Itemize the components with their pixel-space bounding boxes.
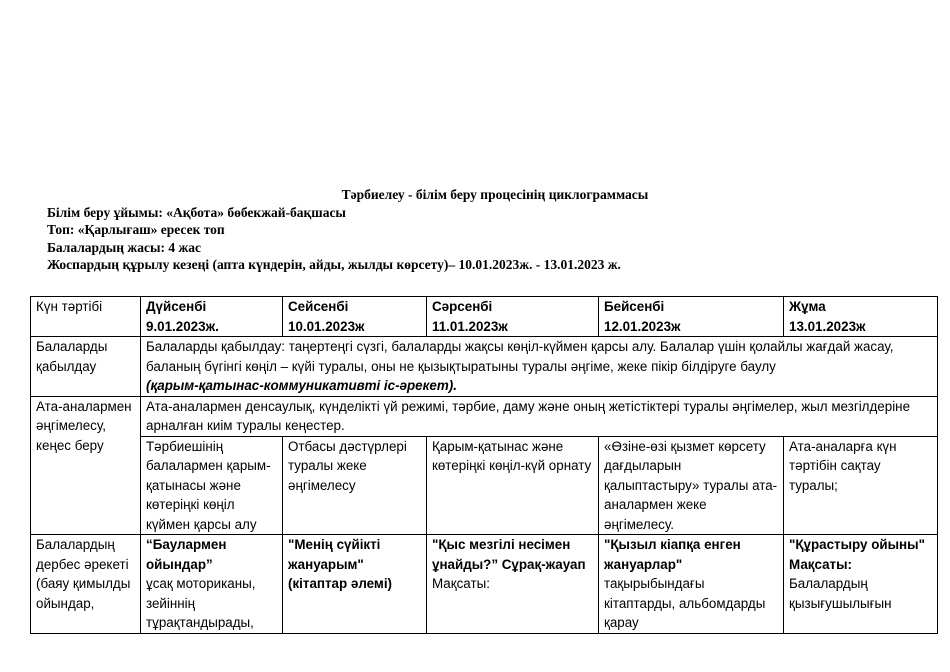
reception-emphasis: (қарым-қатынас-коммуникативті іс-әрекет). bbox=[146, 378, 457, 393]
activity-title: "Менің сүйікті жануарым" (кітаптар әлемі) bbox=[288, 537, 393, 591]
day-header-wednesday bbox=[427, 297, 599, 337]
activity-title: "Құрастыру ойыны" Мақсаты: bbox=[789, 537, 925, 572]
activity-cell-friday bbox=[784, 535, 938, 634]
day-date: 10.01.2023ж bbox=[288, 318, 365, 334]
table-row-reception bbox=[31, 337, 938, 397]
parents-cell-monday bbox=[141, 436, 283, 535]
header-label: Күн тәртібі bbox=[36, 299, 103, 314]
day-header-thursday bbox=[599, 297, 784, 337]
activity-text: тақырыбындағы кітаптарды, альбомдарды қарау bbox=[604, 576, 766, 630]
parents-common-cell bbox=[141, 396, 938, 436]
activity-cell-thursday bbox=[599, 535, 784, 634]
day-header-monday bbox=[141, 297, 283, 337]
activity-label-cell bbox=[31, 535, 141, 634]
day-name: Дүйсенбі bbox=[146, 299, 207, 314]
row-label: Балалардың дербес әрекеті (баяу қимылды ойындар, bbox=[36, 537, 131, 611]
table-row-parents-common bbox=[31, 396, 938, 436]
table-row-activity bbox=[31, 535, 938, 634]
day-date: 11.01.2023ж bbox=[432, 318, 508, 334]
age-line: Балалардың жасы: 4 жас bbox=[47, 239, 202, 255]
activity-cell-monday bbox=[141, 535, 283, 634]
reception-text-cell bbox=[141, 337, 938, 397]
activity-title: “Баулармен ойындар” bbox=[146, 537, 227, 572]
parents-common-text: Ата-аналармен денсаулық, күнделікті үй режимі, тәрбие, даму және оның жетістіктері туралы әңгімелер, жыл мезгілдеріне арналған киім туралы кеңестер. bbox=[146, 398, 911, 433]
table-header-row bbox=[31, 297, 938, 337]
parents-cell-thursday bbox=[599, 436, 784, 535]
activity-title: "Қыс мезгілі несімен ұнайды?” Сұрақ-жауап bbox=[432, 537, 586, 572]
activity-title: "Қызыл кіапқа енген жануарлар" bbox=[604, 537, 741, 572]
cell-text: Ата-аналарға күн тәртібін сақтау туралы; bbox=[789, 438, 897, 493]
activity-text: Балалардың қызығушылығын bbox=[789, 576, 892, 611]
day-name: Бейсенбі bbox=[604, 299, 665, 314]
group-line: Топ: «Қарлығаш» ересек топ bbox=[47, 222, 225, 237]
day-name: Жұма bbox=[789, 299, 826, 314]
period-line: Жоспардың құрылу кезеңі (апта күндерін, айды, жылды көрсету)– 10.01.2023ж. - 13.01.2023 ж. bbox=[47, 257, 621, 272]
day-header-tuesday bbox=[283, 297, 427, 337]
cell-text: Отбасы дәстүрлері туралы жеке әңгімелесу bbox=[288, 438, 407, 493]
activity-text: ұсақ моториканы, зейіннің тұрақтандырады, bbox=[146, 576, 256, 630]
reception-text: Балаларды қабылдау: таңертеңгі сүзгі, балаларды жақсы көңіл-күймен қарсы алу. Балалар үшін қолайлы жағдай жасау, баланың бүгінгі көңіл – күйі туралы, оны не қызықтыратыны туралы әңгіме, жеке пікір білдіруге баулу bbox=[146, 339, 894, 374]
cell-text: Қарым-қатынас және көтеріңкі көңіл-күй орнату bbox=[432, 438, 592, 473]
day-date: 9.01.2023ж. bbox=[146, 318, 219, 334]
day-name: Сейсенбі bbox=[288, 299, 349, 314]
parents-label-cell bbox=[31, 396, 141, 535]
row-label: Балаларды қабылдау bbox=[36, 339, 108, 374]
document-title: Тәрбиелеу - білім беру процесінің циклограммасы bbox=[341, 187, 649, 202]
activity-cell-tuesday bbox=[283, 535, 427, 634]
cell-text: Тәрбиешінің балалармен қарым-қатынасы және көтеріңкі көңіл күймен қарсы алу bbox=[146, 438, 271, 532]
organization-line: Білім беру ұйымы: «Ақбота» бөбекжай-бақшасы bbox=[47, 204, 346, 220]
day-name: Сәрсенбі bbox=[432, 299, 493, 314]
activity-text: Мақсаты: bbox=[432, 576, 490, 591]
reception-label-cell bbox=[31, 337, 141, 397]
parents-cell-tuesday bbox=[283, 436, 427, 535]
cell-text: «Өзіне-өзі қызмет көрсету дағдыларын қалыптастыру» туралы ата-аналармен жеке әңгімелесу. bbox=[604, 438, 778, 532]
day-header-friday bbox=[784, 297, 938, 337]
header-label-cell bbox=[31, 297, 141, 337]
table-row-parents-days bbox=[31, 436, 938, 535]
parents-cell-wednesday bbox=[427, 436, 599, 535]
schedule-table bbox=[30, 296, 938, 634]
day-date: 12.01.2023ж bbox=[604, 318, 681, 334]
row-label: Ата-аналармен әңгімелесу, кеңес беру bbox=[36, 398, 132, 453]
activity-cell-wednesday bbox=[427, 535, 599, 634]
parents-cell-friday bbox=[784, 436, 938, 535]
day-date: 13.01.2023ж bbox=[789, 318, 866, 334]
document-header bbox=[0, 186, 950, 274]
